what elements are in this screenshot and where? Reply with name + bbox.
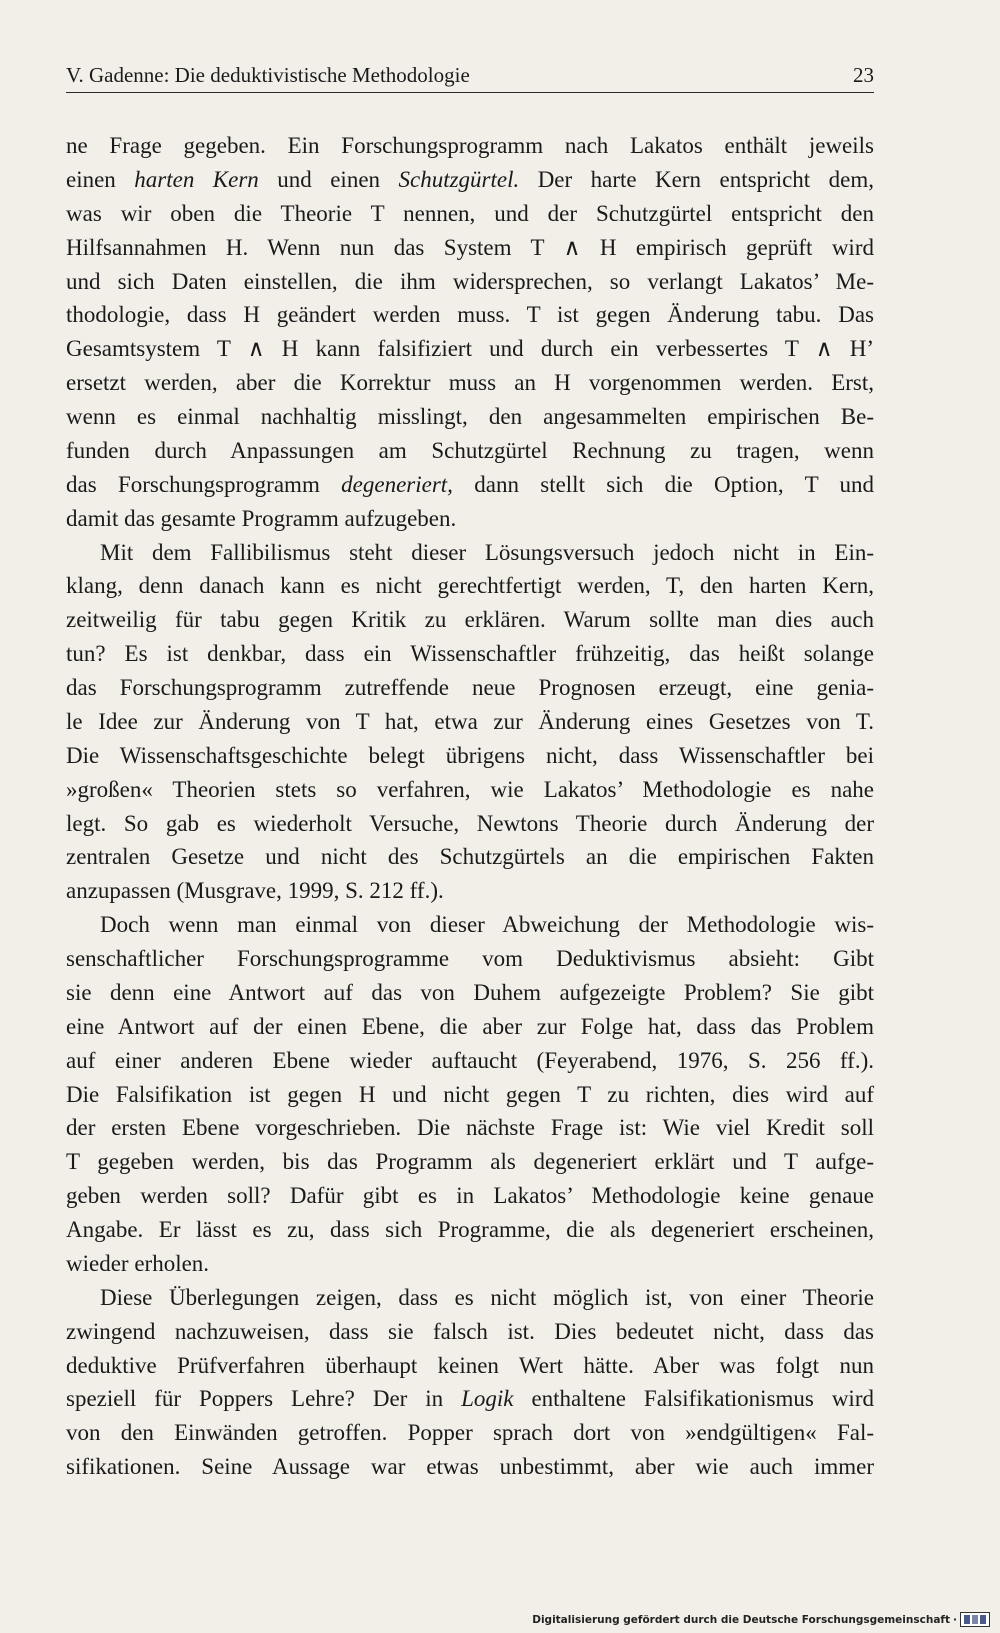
text-line (66, 637, 874, 671)
text-line (66, 1315, 874, 1349)
text-segment: zwingend nachzuweisen, dass sie falsch ist. Dies bedeutet nicht, dass das (66, 1318, 874, 1344)
text-segment: senschaftlicher Forschungsprogramme vom Deduktivismus absieht: Gibt (66, 946, 874, 971)
text-segment: wenn es einmal nachhaltig misslingt, den angesammelten empirischen Be- (66, 404, 874, 429)
text-segment: und einen (258, 166, 399, 192)
text-line (66, 773, 874, 807)
text-line (66, 1213, 874, 1247)
text-segment: funden durch Anpassungen am Schutzgürtel Rechnung zu tragen, wenn (66, 437, 874, 463)
emphasis-text: degeneriert, (341, 471, 453, 497)
text-segment: zeitweilig für tabu gegen Kritik zu erklären. Warum sollte man dies auch (66, 607, 874, 633)
page-number: 23 (853, 63, 874, 87)
text-line (66, 1382, 874, 1416)
text-segment: Doch wenn man einmal von dieser Abweichung der Methodologie wis- (100, 912, 874, 938)
text-segment: Angabe. Er lässt es zu, dass sich Programme, die als degeneriert erscheinen, (66, 1217, 874, 1242)
digitization-credit-text: Digitalisierung gefördert durch die Deutsche Forschungsgemeinschaft (532, 1613, 950, 1626)
text-line (66, 434, 874, 468)
text-line (66, 1145, 874, 1179)
text-segment: deduktive Prüfverfahren überhaupt keinen Wert hätte. Aber was folgt nun (66, 1352, 874, 1378)
text-segment: Gesamtsystem T ∧ H kann falsifiziert und durch ein verbessertes T ∧ H’ (66, 336, 874, 362)
running-head (66, 62, 874, 93)
text-line (66, 976, 874, 1010)
emphasis-text: Schutzgürtel. (398, 166, 520, 192)
text-segment: und sich Daten einstellen, die ihm widersprechen, so verlangt Lakatos’ Me- (66, 268, 874, 294)
text-segment: Mit dem Fallibilismus steht dieser Lösungsversuch jedoch nicht in Ein- (100, 539, 874, 565)
text-line (66, 129, 874, 163)
dfg-logo (960, 1612, 990, 1627)
text-line (66, 671, 874, 705)
text-segment: le Idee zur Änderung von T hat, etwa zur Änderung eines Gesetzes von T. (66, 708, 874, 734)
text-segment: anzupassen (Musgrave, 1999, S. 212 ff.). (66, 878, 444, 904)
text-line (66, 1247, 874, 1281)
text-line (66, 1078, 874, 1112)
text-segment: sifikationen. Seine Aussage war etwas unbestimmt, aber wie auch immer (66, 1454, 874, 1480)
text-segment: speziell für Poppers Lehre? Der in (66, 1386, 462, 1412)
text-line (66, 197, 874, 231)
text-segment: »großen« Theorien stets so verfahren, wie Lakatos’ Methodologie es nahe (66, 776, 874, 802)
text-line (66, 705, 874, 739)
text-segment: Diese Überlegungen zeigen, dass es nicht möglich ist, von einer Theorie (100, 1284, 874, 1310)
text-segment: das Forschungsprogramm (66, 471, 342, 497)
text-segment: sie denn eine Antwort auf das von Duhem aufgezeigte Problem? Sie gibt (66, 979, 874, 1005)
text-line (66, 332, 874, 366)
text-segment: einen (66, 166, 135, 192)
text-line (66, 942, 874, 976)
emphasis-text: Logik (461, 1386, 514, 1412)
text-line (66, 807, 874, 841)
text-line (66, 908, 874, 942)
text-segment: Der harte Kern entspricht dem, (519, 166, 874, 192)
text-segment: T gegeben werden, bis das Programm als degeneriert erklärt und T aufge- (66, 1149, 874, 1175)
text-line (66, 231, 874, 265)
text-segment: Die Wissenschaftsgeschichte belegt übrigens nicht, dass Wissenschaftler bei (66, 742, 874, 768)
text-segment: legt. So gab es wiederholt Versuche, Newtons Theorie durch Änderung der (66, 810, 874, 836)
text-line (66, 569, 874, 603)
text-segment: was wir oben die Theorie T nennen, und der Schutzgürtel entspricht den (66, 200, 874, 226)
text-segment: Hilfsannahmen H. Wenn nun das System T ∧ H empirisch geprüft wird (66, 234, 874, 260)
emphasis-text: harten Kern (134, 166, 259, 192)
text-line (66, 502, 874, 536)
text-line (66, 874, 874, 908)
text-line (66, 366, 874, 400)
text-segment: dann stellt sich die Option, T und (452, 471, 875, 497)
text-segment: geben werden soll? Dafür gibt es in Lakatos’ Methodologie keine genaue (66, 1183, 874, 1209)
text-line (66, 1179, 874, 1213)
text-segment: zentralen Gesetze und nicht des Schutzgürtels an die empirischen Fakten (66, 844, 874, 870)
text-line (66, 739, 874, 773)
text-line (66, 603, 874, 637)
text-segment: eine Antwort auf der einen Ebene, die aber zur Folge hat, dass das Problem (66, 1013, 874, 1039)
text-segment: thodologie, dass H geändert werden muss. T ist gegen Änderung tabu. Das (66, 302, 874, 328)
text-line (66, 1044, 874, 1078)
text-line (66, 163, 874, 197)
text-line (66, 298, 874, 332)
text-line (66, 1010, 874, 1044)
text-line (66, 265, 874, 299)
text-line (66, 400, 874, 434)
text-segment: von den Einwänden getroffen. Popper sprach dort von »endgültigen« Fal- (66, 1420, 874, 1446)
text-line (66, 1450, 874, 1484)
text-segment: damit das gesamte Programm aufzugeben. (66, 505, 457, 531)
text-line (66, 1281, 874, 1315)
text-segment: das Forschungsprogramm zutreffende neue Prognosen erzeugt, eine genia- (66, 675, 874, 700)
text-line (66, 1416, 874, 1450)
text-segment: Die Falsifikation ist gegen H und nicht gegen T zu richten, dies wird auf (66, 1081, 874, 1107)
text-segment: ne Frage gegeben. Ein Forschungsprogramm nach Lakatos enthält jeweils (66, 133, 874, 158)
text-line (66, 1111, 874, 1145)
text-segment: klang, denn danach kann es nicht gerechtfertigt werden, T, den harten Kern, (66, 573, 874, 599)
text-line (66, 468, 874, 502)
text-segment: auf einer anderen Ebene wieder auftaucht (Feyerabend, 1976, S. 256 ff.). (66, 1047, 874, 1073)
text-segment: enthaltene Falsifikationismus wird (513, 1386, 874, 1412)
text-line (66, 536, 874, 570)
body-text (66, 129, 874, 1484)
text-line (66, 840, 874, 874)
text-segment: der ersten Ebene vorgeschrieben. Die nächste Frage ist: Wie viel Kredit soll (66, 1115, 874, 1141)
text-segment: tun? Es ist denkbar, dass ein Wissenschaftler frühzeitig, das heißt solange (66, 641, 874, 667)
text-line (66, 1349, 874, 1383)
text-segment: wieder erholen. (66, 1250, 210, 1276)
digitization-credit: Digitalisierung gefördert durch die Deutsche Forschungsgemeinschaft · (532, 1612, 990, 1627)
text-segment: ersetzt werden, aber die Korrektur muss an H vorgenommen werden. Erst, (66, 370, 874, 396)
running-head-title: V. Gadenne: Die deduktivistische Methodologie (66, 63, 470, 87)
